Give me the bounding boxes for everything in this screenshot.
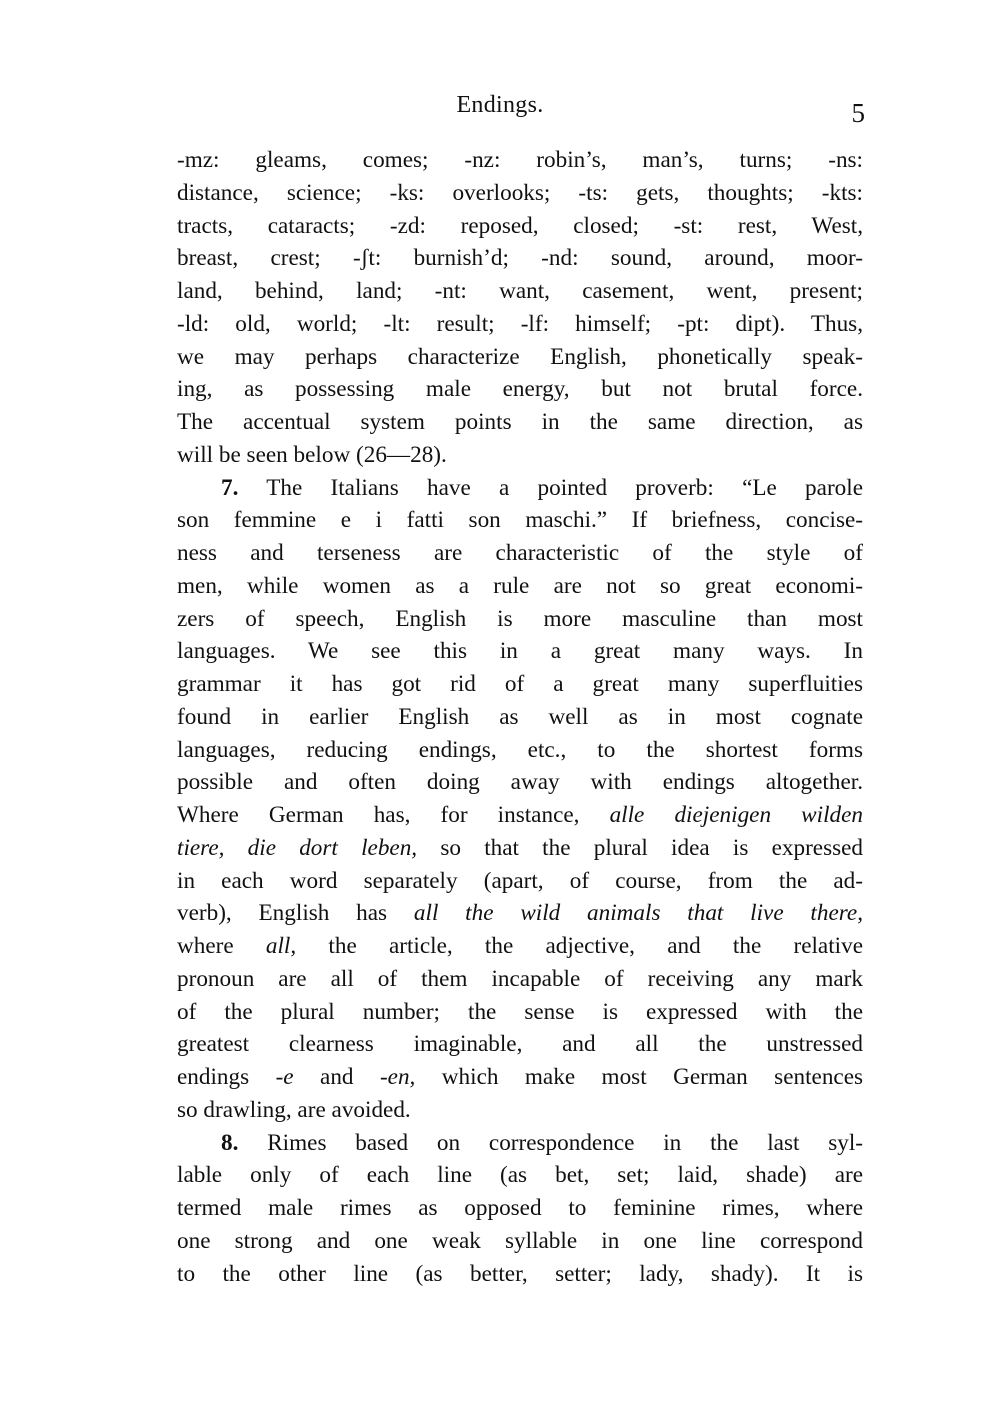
text-line — [177, 1061, 863, 1094]
text-line: tracts, cataracts; -zd: reposed, closed; -st: rest, West, — [177, 212, 863, 239]
text-segment: verb), English has — [177, 900, 388, 927]
text-line: -mz: gleams, comes; -nz: robin’s, man’s, turns; -ns: — [177, 147, 863, 173]
body-text — [177, 144, 863, 1290]
text-line: grammar it has got rid of a great many superfluities — [177, 671, 863, 697]
running-head — [0, 88, 1000, 128]
text-line: in each word separately (apart, of course, from the ad- — [177, 867, 863, 894]
running-title: Endings. — [456, 92, 544, 118]
text-segment: Rimes based on correspondence in the last syl- — [267, 1129, 864, 1156]
text-segment: The Italians have a pointed proverb: “Le parole — [266, 474, 863, 501]
section-number-8: 8. — [221, 1129, 239, 1156]
text-line: one strong and one weak syllable in one line correspond — [177, 1227, 863, 1254]
text-line — [177, 832, 863, 865]
text-line: land, behind, land; -nt: want, casement, went, present; — [177, 278, 863, 304]
section-number-7: 7. — [221, 474, 239, 501]
paragraph-7-first-line — [177, 472, 863, 505]
text-segment: endings — [177, 1064, 250, 1090]
text-line: pronoun are all of them incapable of receiving any mark — [177, 965, 863, 992]
page-number: 5 — [851, 98, 865, 128]
text-line: breast, crest; -ʃt: burnish’d; -nd: sound, around, moor- — [177, 245, 863, 272]
text-line: will be seen below (26—28). — [177, 441, 447, 468]
text-line: to the other line (as better, setter; lady, shady). It is — [177, 1260, 863, 1287]
text-line: The accentual system points in the same direction, as — [177, 409, 863, 435]
text-segment: which make most German sentences — [441, 1064, 864, 1090]
italic-german-phrase: tiere, die dort leben, — [177, 834, 418, 861]
paragraph-8-first-line — [177, 1127, 863, 1160]
text-line: of the plural number; the sense is expressed with the — [177, 998, 863, 1025]
text-segment: and — [320, 1064, 354, 1090]
text-line: termed male rimes as opposed to feminine rimes, where — [177, 1195, 863, 1221]
text-line: lable only of each line (as bet, set; laid, shade) are — [177, 1162, 863, 1189]
italic-german-phrase: alle diejenigen wilden — [609, 802, 863, 828]
text-line: languages. We see this in a great many ways. In — [177, 638, 863, 665]
text-line: we may perhaps characterize English, phonetically speak- — [177, 343, 863, 370]
italic-english-phrase: all the wild animals that live there, — [413, 900, 864, 927]
text-line: found in earlier English as well as in most cognate — [177, 703, 863, 730]
italic-ending: -e — [275, 1064, 294, 1090]
text-line — [177, 897, 863, 930]
text-line: men, while women as a rule are not so great economi- — [177, 572, 863, 599]
text-line: -ld: old, world; -lt: result; -lf: himself; -pt: dipt). Thus, — [177, 310, 863, 337]
text-line: so drawling, are avoided. — [177, 1096, 411, 1123]
text-line: son femmine e i fatti son maschi.” If briefness, concise- — [177, 507, 863, 534]
italic-ending: -en, — [379, 1064, 416, 1090]
text-line: ness and terseness are characteristic of the style of — [177, 540, 863, 566]
text-line: ing, as possessing male energy, but not brutal force. — [177, 376, 863, 403]
text-segment: where — [177, 933, 234, 959]
text-segment: Where German has, for instance, — [177, 802, 580, 828]
text-line: greatest clearness imaginable, and all the unstressed — [177, 1031, 863, 1058]
text-line — [177, 799, 863, 832]
text-line: possible and often doing away with endings altogether. — [177, 769, 863, 796]
text-segment: so that the plural idea is expressed — [440, 834, 864, 861]
text-line — [177, 930, 863, 963]
text-line: zers of speech, English is more masculine than most — [177, 605, 863, 632]
text-line: languages, reducing endings, etc., to the shortest forms — [177, 736, 863, 763]
text-segment: the article, the adjective, and the relative — [328, 933, 863, 959]
italic-word: all, — [265, 933, 297, 959]
text-line: distance, science; -ks: overlooks; -ts: gets, thoughts; -kts: — [177, 179, 863, 206]
